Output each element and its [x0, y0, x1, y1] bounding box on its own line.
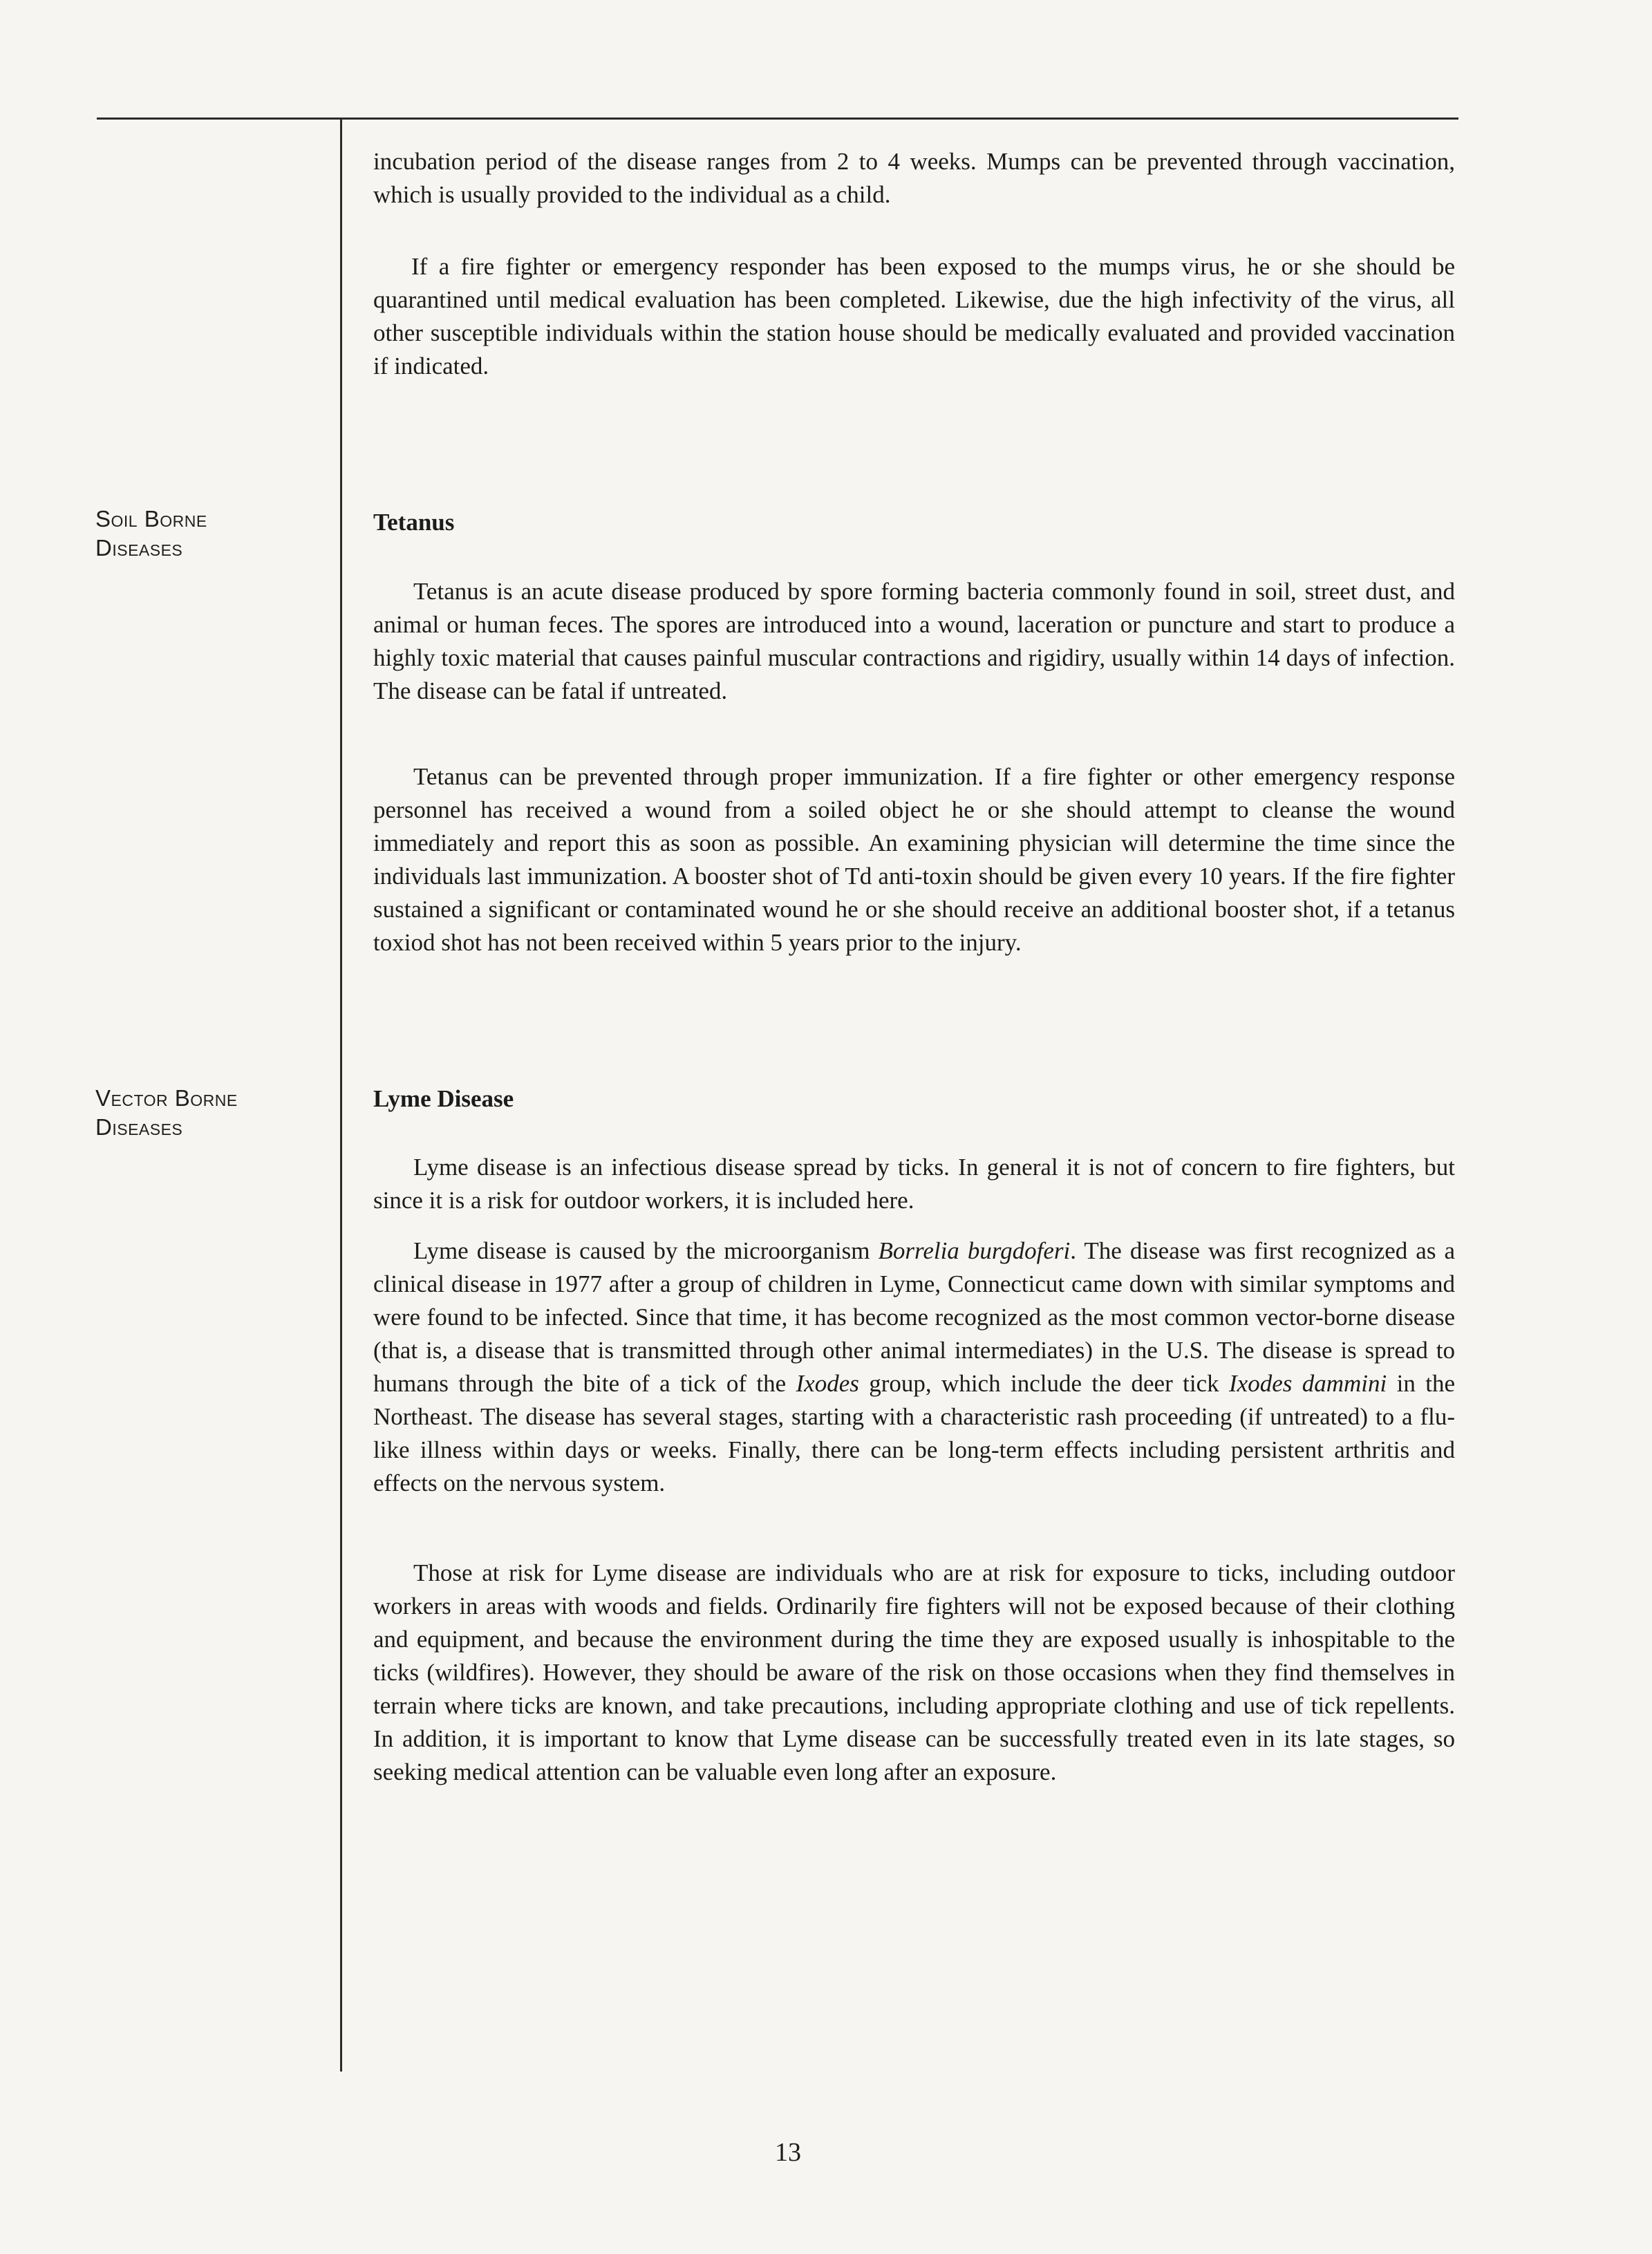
side-label-vector-borne-line2: Diseases [95, 1114, 183, 1140]
mumps-paragraph-1: incubation period of the disease ranges from 2 to 4 weeks. Mumps can be prevented through vaccination, which is usually provided to the individual as a child. [373, 148, 1455, 208]
side-label-soil-borne [95, 505, 323, 563]
lyme-p2-text-c: group, which include the deer tick [858, 1370, 1229, 1397]
lyme-paragraph-3: Those at risk for Lyme disease are individuals who are at risk for exposure to ticks, including outdoor workers in areas with woods and fields. Ordinarily fire fighters will not be exposed because of their clothing and equipment, and because the environment during the time they are exposed usually is inhospitable to the ticks (wildfires). However, they should be aware of the risk on those occasions when they find themselves in terrain where ticks are known, and take precautions, including appropriate clothing and use of tick repellents. In addition, it is important to know that Lyme disease can be successfully treated even in its late stages, so seeking medical attention can be valuable even long after an exposure. [373, 1559, 1455, 1785]
lyme-paragraph-1: Lyme disease is an infectious disease spread by ticks. In general it is not of concern to fire fighters, but since it is a risk for outdoor workers, it is included here. [373, 1154, 1455, 1214]
organism-name: Borrelia burgdoferi [878, 1237, 1071, 1264]
lyme-paragraph-2 [373, 1234, 1455, 1500]
side-label-vector-borne [95, 1084, 323, 1142]
lyme-disease-heading: Lyme Disease [373, 1085, 514, 1112]
tetanus-heading: Tetanus [373, 509, 455, 536]
lyme-p2-text-b: . The disease was first recognized as a clinical disease in 1977 after a group of children in Lyme, Connecticut came down with similar symptoms and were found to be infected. Since that time, it has become recognized as the most common vector-borne disease (that is, a disease that is transmitted through other animal intermediates) in the U.S. The disease is spread to humans through the bite of a tick of the [373, 1237, 1455, 1397]
tick-species: Ixodes dammini [1229, 1370, 1387, 1397]
side-label-soil-borne-line2: Diseases [95, 535, 183, 561]
top-rule [97, 118, 1458, 120]
column-divider [340, 119, 342, 2072]
lyme-p2-text-d: in the Northeast. The disease has several stages, starting with a characteristic rash proceeding (if untreated) to a flu-like illness within days or weeks. Finally, there can be long-term effects including persistent arthritis and effects on the nervous system. [373, 1370, 1455, 1496]
mumps-paragraph-2: If a fire fighter or emergency responder has been exposed to the mumps virus, he or she should be quarantined until medical evaluation has been completed. Likewise, due the high infectivity of the virus, all other susceptible individuals within the station house should be medically evaluated and provided vaccination if indicated. [373, 253, 1455, 379]
tetanus-paragraph-2: Tetanus can be prevented through proper immunization. If a fire fighter or other emergency response personnel has received a wound from a soiled object he or she should attempt to cleanse the wound immediately and report this as soon as possible. An examining physician will determine the time since the individuals last immunization. A booster shot of Td anti-toxin should be given every 10 years. If the fire fighter sustained a significant or contaminated wound he or she should receive an additional booster shot, if a tetanus toxiod shot has not been received within 5 years prior to the injury. [373, 763, 1455, 956]
lyme-p2-text-a: Lyme disease is caused by the microorganism [413, 1237, 879, 1264]
tick-genus: Ixodes [796, 1370, 859, 1397]
side-label-soil-borne-line1: Soil Borne [95, 506, 207, 532]
tetanus-paragraph-1: Tetanus is an acute disease produced by spore forming bacteria commonly found in soil, street dust, and animal or human feces. The spores are introduced into a wound, laceration or puncture and start to produce a highly toxic material that causes painful muscular contractions and rigidiry, usually within 14 days of infection. The disease can be fatal if untreated. [373, 578, 1455, 704]
page-number: 13 [775, 2138, 801, 2167]
side-label-vector-borne-line1: Vector Borne [95, 1085, 238, 1111]
